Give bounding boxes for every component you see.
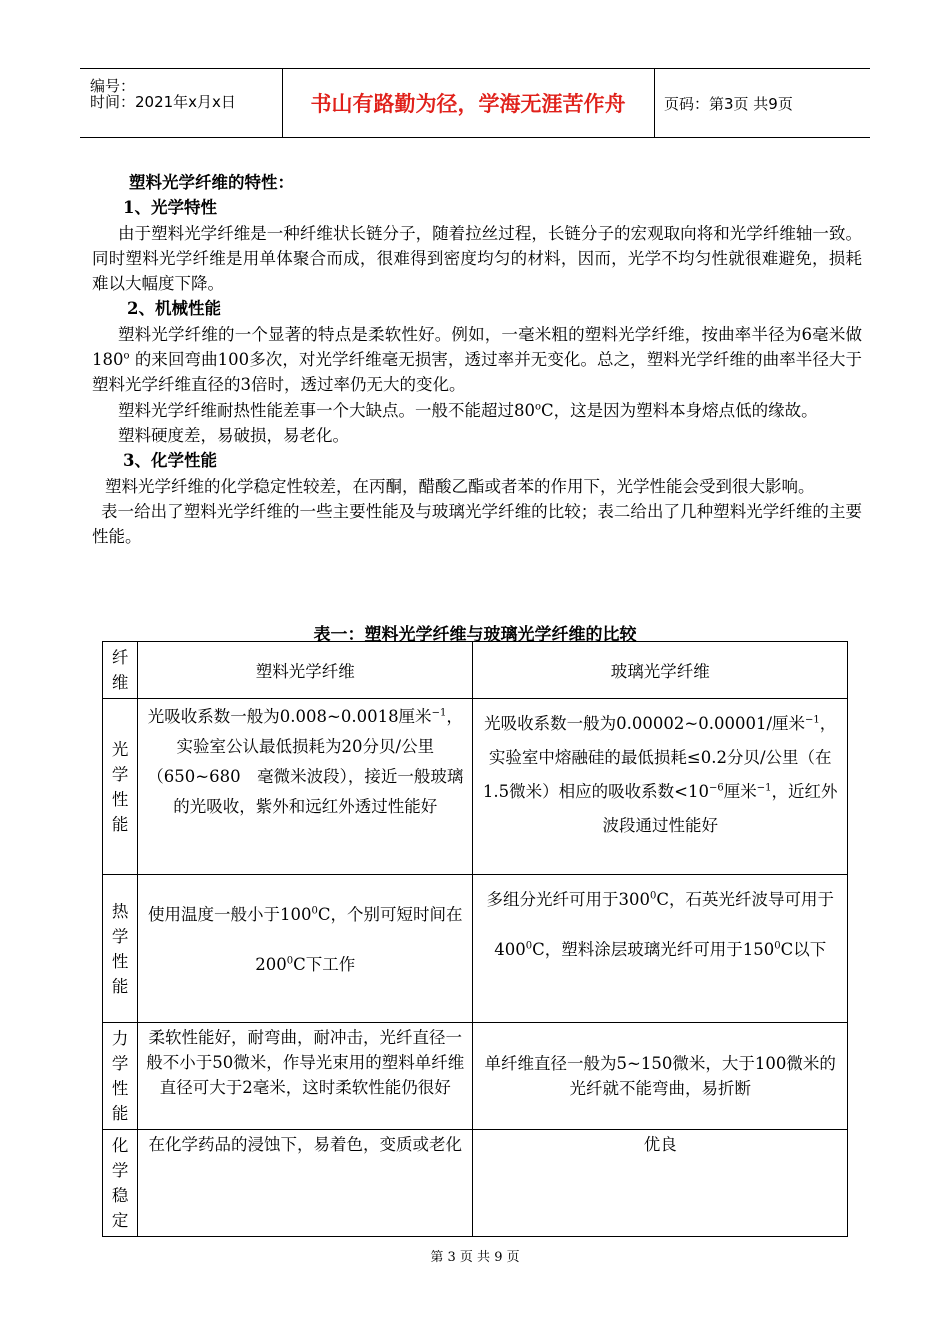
- paragraph-optical: 由于塑料光学纤维是一种纤维状长链分子，随着拉丝过程，长链分子的宏观取向将和光学纤维轴一致。同时塑料光学纤维是用单体聚合而成，很难得到密度均匀的材料，因而，光学不均匀性就很难避免，损耗难以大幅度下降。: [92, 223, 862, 294]
- table-row: [103, 1023, 848, 1130]
- header-left-cell: [80, 69, 283, 137]
- heading-mechanical: 2、机械性能: [127, 299, 221, 319]
- document-body: [92, 170, 862, 549]
- header-motto: 书山有路勤为径，学海无涯苦作舟: [282, 69, 655, 137]
- cell-glass-thermal: 多组分光纤可用于$300^0C$，石英光纤波导可用于$400^0C$，塑料涂层玻璃光纤可用于$150^0C$以下: [473, 875, 848, 1023]
- heading-optical: 1、光学特性: [123, 198, 217, 218]
- row-label-thermal: 热学性能: [103, 875, 138, 1023]
- cell-plastic-chemical: 在化学药品的浸蚀下，易着色，变质或老化: [138, 1130, 473, 1237]
- header-fiber: 纤维: [103, 642, 138, 699]
- doc-date: 时间：2021年x月x日: [90, 93, 236, 111]
- paragraph-tables-intro: 表一给出了塑料光学纤维的一些主要性能及与玻璃光学纤维的比较；表二给出了几种塑料光学纤维的主要性能。: [92, 501, 862, 547]
- page-footer: 第 3 页 共 9 页: [430, 1250, 520, 1265]
- row-label-optical: 光学性能: [103, 699, 138, 875]
- cell-plastic-thermal: 使用温度一般小于$100^0C$，个别可短时间在$200^0C$下工作: [138, 875, 473, 1023]
- row-label-chemical: 化学稳定: [103, 1130, 138, 1237]
- section-title: 塑料光学纤维的特性：: [129, 173, 294, 192]
- paragraph-chemical: 塑料光学纤维的化学稳定性较差，在丙酮，醋酸乙酯或者苯的作用下，光学性能会受到很大影响。: [105, 476, 815, 496]
- paragraph-heat: 塑料光学纤维耐热性能差事一个大缺点。一般不能超过80$^o$C，这是因为塑料本身熔点低的缘故。: [118, 400, 818, 420]
- table-row: [103, 1130, 848, 1237]
- header-glass: 玻璃光学纤维: [473, 642, 848, 699]
- comparison-table: [102, 641, 848, 1237]
- cell-glass-mechanical: 单纤维直径一般为5~150微米，大于100微米的光纤就不能弯曲，易折断: [473, 1023, 848, 1130]
- paragraph-flexibility: 塑料光学纤维的一个显著的特点是柔软性好。例如，一毫米粗的塑料光学纤维，按曲率半径为6毫米做180$^o$ 的来回弯曲100多次，对光学纤维毫无损害，透过率并无变化。总之，塑料光学纤维的曲率半径大于塑料光学纤维直径的3倍时，透过率仍无大的变化。: [92, 324, 862, 395]
- header-plastic: 塑料光学纤维: [138, 642, 473, 699]
- cell-glass-chemical: 优良: [473, 1130, 848, 1237]
- cell-glass-optical: 光吸收系数一般为0.00002~0.00001/厘米$^{-1}$，实验室中熔融硅的最低损耗≤0.2分贝/公里（在1.5微米）相应的吸收系数$<10^{-6}$厘米$^{-1}$，近红外波段通过性能好: [473, 699, 848, 875]
- paragraph-hardness: 塑料硬度差，易破损，易老化。: [118, 425, 349, 445]
- row-label-mechanical: 力学性能: [103, 1023, 138, 1130]
- table-caption: 表一：塑料光学纤维与玻璃光学纤维的比较: [313, 625, 637, 645]
- heading-chemical: 3、化学性能: [123, 451, 217, 471]
- table-header-row: [103, 642, 848, 699]
- header-page-info: 页码：第3页 共9页: [664, 94, 793, 113]
- table-row: [103, 875, 848, 1023]
- table-row: [103, 699, 848, 875]
- page-header: [80, 68, 870, 138]
- doc-number: 编号：: [90, 77, 136, 95]
- cell-plastic-mechanical: 柔软性能好，耐弯曲，耐冲击，光纤直径一般不小于50微米，作导光束用的塑料单纤维直径可大于2毫米，这时柔软性能仍很好: [138, 1023, 473, 1130]
- cell-plastic-optical: 光吸收系数一般为0.008~0.0018厘米$^{-1}$，实验室公认最低损耗为20分贝/公里（650~680 毫微米波段），接近一般玻璃的光吸收，紫外和远红外透过性能好: [138, 699, 473, 875]
